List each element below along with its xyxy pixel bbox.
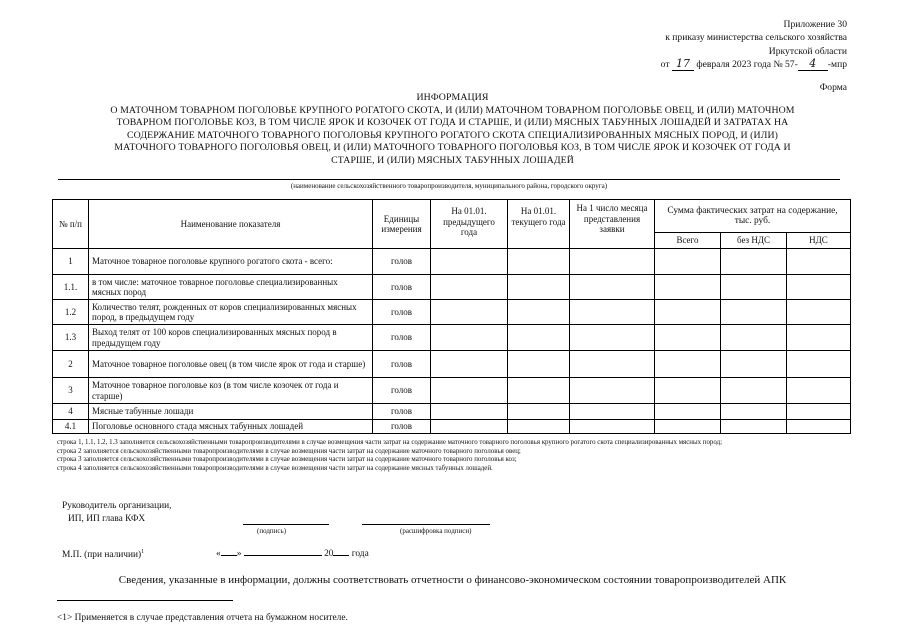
appendix-line2: к приказу министерства сельского хозяйства bbox=[665, 32, 847, 44]
header-vat: НДС bbox=[787, 233, 851, 249]
row-unit: голов bbox=[373, 351, 431, 378]
stamp-label bbox=[62, 549, 144, 560]
table-row bbox=[53, 249, 851, 275]
row-name: в том числе: маточное товарное поголовье специализированных мясных пород bbox=[89, 275, 373, 300]
date-field bbox=[216, 549, 369, 559]
footnote-separator bbox=[57, 600, 233, 601]
cell-total[interactable] bbox=[655, 351, 721, 378]
date-close-quote: » bbox=[236, 549, 242, 559]
cell-cur-year[interactable] bbox=[508, 404, 570, 420]
cell-prev-year[interactable] bbox=[431, 420, 508, 434]
decode-signature-caption: (расшифровка подписи) bbox=[400, 527, 472, 535]
table-row bbox=[53, 351, 851, 378]
cell-no-vat[interactable] bbox=[721, 420, 787, 434]
row-name: Маточное товарное поголовье коз (в том числе козочек от года и старше) bbox=[89, 378, 373, 404]
date-day-blank[interactable] bbox=[221, 555, 237, 556]
note-row-1: строка 1, 1.1, 1.2, 1.3 заполняется сельскохозяйственными товаропроизводителями в случае возмещения части затрат на содержание маточного товарного поголовья крупного рогатого скота специализированных мясных пород; bbox=[57, 439, 723, 446]
cell-total[interactable] bbox=[655, 404, 721, 420]
cell-prev-year[interactable] bbox=[431, 404, 508, 420]
row-unit: голов bbox=[373, 378, 431, 404]
table-row bbox=[53, 300, 851, 325]
row-num: 1 bbox=[53, 249, 89, 275]
cell-cur-year[interactable] bbox=[508, 420, 570, 434]
row-num: 1.2 bbox=[53, 300, 89, 325]
cell-month[interactable] bbox=[570, 420, 655, 434]
order-middle: февраля 2023 года № 57- bbox=[696, 58, 798, 70]
header-name: Наименование показателя bbox=[89, 200, 373, 249]
row-name: Поголовье основного стада мясных табунных лошадей bbox=[89, 420, 373, 434]
date-open-quote: « bbox=[216, 549, 221, 559]
cell-cur-year[interactable] bbox=[508, 325, 570, 351]
cell-no-vat[interactable] bbox=[721, 325, 787, 351]
cell-prev-year[interactable] bbox=[431, 351, 508, 378]
row-unit: голов bbox=[373, 275, 431, 300]
cell-cur-year[interactable] bbox=[508, 275, 570, 300]
header-unit: Единицы измерения bbox=[373, 200, 431, 249]
title-line5: СТАРШЕ, И (ИЛИ) МЯСНЫХ ТАБУННЫХ ЛОШАДЕЙ bbox=[331, 154, 574, 166]
cell-vat[interactable] bbox=[787, 378, 851, 404]
table-row bbox=[53, 378, 851, 404]
date-month-blank[interactable] bbox=[244, 555, 322, 556]
cell-total[interactable] bbox=[655, 378, 721, 404]
cell-prev-year[interactable] bbox=[431, 378, 508, 404]
row-num: 1.1. bbox=[53, 275, 89, 300]
cell-cur-year[interactable] bbox=[508, 378, 570, 404]
cell-month[interactable] bbox=[570, 404, 655, 420]
title-heading: ИНФОРМАЦИЯ bbox=[416, 92, 489, 103]
cell-month[interactable] bbox=[570, 249, 655, 275]
row-num: 3 bbox=[53, 378, 89, 404]
header-month: На 1 число месяца представления заявки bbox=[570, 200, 655, 249]
cell-no-vat[interactable] bbox=[721, 351, 787, 378]
cell-vat[interactable] bbox=[787, 404, 851, 420]
cell-no-vat[interactable] bbox=[721, 249, 787, 275]
cell-total[interactable] bbox=[655, 300, 721, 325]
cell-month[interactable] bbox=[570, 325, 655, 351]
form-label: Форма bbox=[819, 82, 847, 93]
cell-vat[interactable] bbox=[787, 275, 851, 300]
header-prev-year: На 01.01. предыдущего года bbox=[431, 200, 508, 249]
cell-month[interactable] bbox=[570, 351, 655, 378]
note-row-2: строка 2 заполняется сельскохозяйственными товаропроизводителями в случае возмещения части затрат на содержание маточного товарного поголовья овец; bbox=[57, 447, 521, 455]
row-name: Количество телят, рожденных от коров специализированных мясных пород, в предыдущем году bbox=[89, 300, 373, 325]
row-unit: голов bbox=[373, 420, 431, 434]
cell-vat[interactable] bbox=[787, 351, 851, 378]
row-unit: голов bbox=[373, 300, 431, 325]
cell-total[interactable] bbox=[655, 249, 721, 275]
row-name: Выход телят от 100 коров специализированных мясных пород в предыдущем году bbox=[89, 325, 373, 351]
row-name: Маточное товарное поголовье овец (в том числе ярок от года и старше) bbox=[89, 351, 373, 378]
document-title bbox=[30, 92, 875, 168]
cell-no-vat[interactable] bbox=[721, 300, 787, 325]
table-row bbox=[53, 275, 851, 300]
table-row bbox=[53, 420, 851, 434]
cell-total[interactable] bbox=[655, 325, 721, 351]
producer-name-line bbox=[58, 179, 840, 180]
order-day: 17 bbox=[675, 56, 690, 70]
head-label-line2: ИП, ИП глава КФХ bbox=[68, 514, 146, 524]
cell-month[interactable] bbox=[570, 300, 655, 325]
order-number-field bbox=[798, 58, 828, 71]
row-name: Мясные табунные лошади bbox=[89, 404, 373, 420]
header-num: № п/п bbox=[53, 200, 89, 249]
title-line3: СОДЕРЖАНИЕ МАТОЧНОГО ТОВАРНОГО ПОГОЛОВЬЯ КРУПНОГО РОГАТОГО СКОТА СПЕЦИАЛИЗИРОВАННЫХ МЯСНЫХ ПОРОД, И (ИЛИ) bbox=[127, 129, 778, 141]
row-num: 4.1 bbox=[53, 420, 89, 434]
year-suffix: года bbox=[351, 549, 369, 559]
table-row bbox=[53, 404, 851, 420]
stamp-label-text: М.П. (при наличии) bbox=[62, 550, 142, 561]
note-row-4: строка 4 заполняется сельскохозяйственными товаропроизводителями в случае возмещения части затрат на содержание мясных табунных лошадей. bbox=[57, 464, 493, 472]
cell-prev-year[interactable] bbox=[431, 325, 508, 351]
header-no-vat: без НДС bbox=[721, 233, 787, 249]
footnote: <1> Применяется в случае представления отчета на бумажном носителе. bbox=[57, 613, 348, 623]
title-line1: О МАТОЧНОМ ТОВАРНОМ ПОГОЛОВЬЕ КРУПНОГО РОГАТОГО СКОТА, И (ИЛИ) МАТОЧНОМ ТОВАРНОМ ПОГОЛОВЬЕ ОВЕЦ, И (ИЛИ) МАТОЧНОМ bbox=[110, 104, 795, 116]
appendix-line1: Приложение 30 bbox=[783, 19, 847, 30]
cell-prev-year[interactable] bbox=[431, 300, 508, 325]
date-year-blank[interactable] bbox=[333, 555, 349, 556]
row-unit: голов bbox=[373, 325, 431, 351]
cell-total[interactable] bbox=[655, 420, 721, 434]
cell-cur-year[interactable] bbox=[508, 249, 570, 275]
row-num: 4 bbox=[53, 404, 89, 420]
title-line2: ТОВАРНОМ ПОГОЛОВЬЕ КОЗ, В ТОМ ЧИСЛЕ ЯРОК И КОЗОЧЕК ОТ ГОДА И СТАРШЕ, И (ИЛИ) МЯСНЫХ ТАБУННЫХ ЛОШАДЕЙ И ЗАТРАТАХ НА bbox=[116, 117, 789, 129]
year-prefix: 20 bbox=[324, 549, 334, 559]
appendix-line3: Иркутской области bbox=[768, 45, 847, 57]
order-day-field bbox=[672, 58, 694, 71]
signature-line[interactable] bbox=[243, 524, 329, 525]
head-label-line1: Руководитель организации, bbox=[62, 501, 172, 511]
cell-no-vat[interactable] bbox=[721, 275, 787, 300]
header-cur-year: На 01.01. текущего года bbox=[508, 200, 570, 249]
cell-total[interactable] bbox=[655, 275, 721, 300]
closing-statement: Сведения, указанные в информации, должны соответствовать отчетности о финансово-экономическом состоянии товаропроизводителей АПК bbox=[118, 574, 787, 586]
note-row-3: строка 3 заполняется сельскохозяйственными товаропроизводителями в случае возмещения части затрат на содержание маточного товарного поголовья коз; bbox=[57, 456, 517, 464]
cell-vat[interactable] bbox=[787, 325, 851, 351]
order-prefix: от bbox=[660, 58, 670, 70]
signature-caption: (подпись) bbox=[257, 527, 287, 535]
cell-cur-year[interactable] bbox=[508, 300, 570, 325]
header-costs: Сумма фактических затрат на содержание, тыс. руб. bbox=[655, 200, 851, 233]
cell-month[interactable] bbox=[570, 378, 655, 404]
order-suffix: -мпр bbox=[827, 58, 847, 70]
stamp-footnote-mark: 1 bbox=[141, 549, 145, 555]
order-line bbox=[661, 58, 847, 71]
cell-vat[interactable] bbox=[787, 420, 851, 434]
cell-no-vat[interactable] bbox=[721, 378, 787, 404]
indicators-table bbox=[52, 199, 851, 434]
row-num: 1.3 bbox=[53, 325, 89, 351]
cell-vat[interactable] bbox=[787, 300, 851, 325]
cell-cur-year[interactable] bbox=[508, 351, 570, 378]
row-unit: голов bbox=[373, 404, 431, 420]
row-unit: голов bbox=[373, 249, 431, 275]
row-name: Маточное товарное поголовье крупного рогатого скота - всего: bbox=[89, 249, 373, 275]
cell-prev-year[interactable] bbox=[431, 275, 508, 300]
title-line4: МАТОЧНОГО ТОВАРНОГО ПОГОЛОВЬЯ ОВЕЦ, И (ИЛИ) МАТОЧНОГО ТОВАРНОГО ПОГОЛОВЬЯ КОЗ, В ТОМ ЧИСЛЕ ЯРОК И КОЗОЧЕК ОТ ГОДА И bbox=[114, 142, 791, 154]
header-total: Всего bbox=[655, 233, 721, 249]
decode-signature-line[interactable] bbox=[362, 524, 490, 525]
appendix-block bbox=[661, 18, 847, 71]
cell-prev-year[interactable] bbox=[431, 249, 508, 275]
row-num: 2 bbox=[53, 351, 89, 378]
table-notes bbox=[57, 439, 847, 473]
cell-no-vat[interactable] bbox=[721, 404, 787, 420]
cell-vat[interactable] bbox=[787, 249, 851, 275]
order-number: 4 bbox=[809, 56, 817, 70]
cell-month[interactable] bbox=[570, 275, 655, 300]
producer-caption: (наименование сельскохозяйственного товаропроизводителя, муниципального района, городского округа) bbox=[290, 182, 608, 190]
table-row bbox=[53, 325, 851, 351]
